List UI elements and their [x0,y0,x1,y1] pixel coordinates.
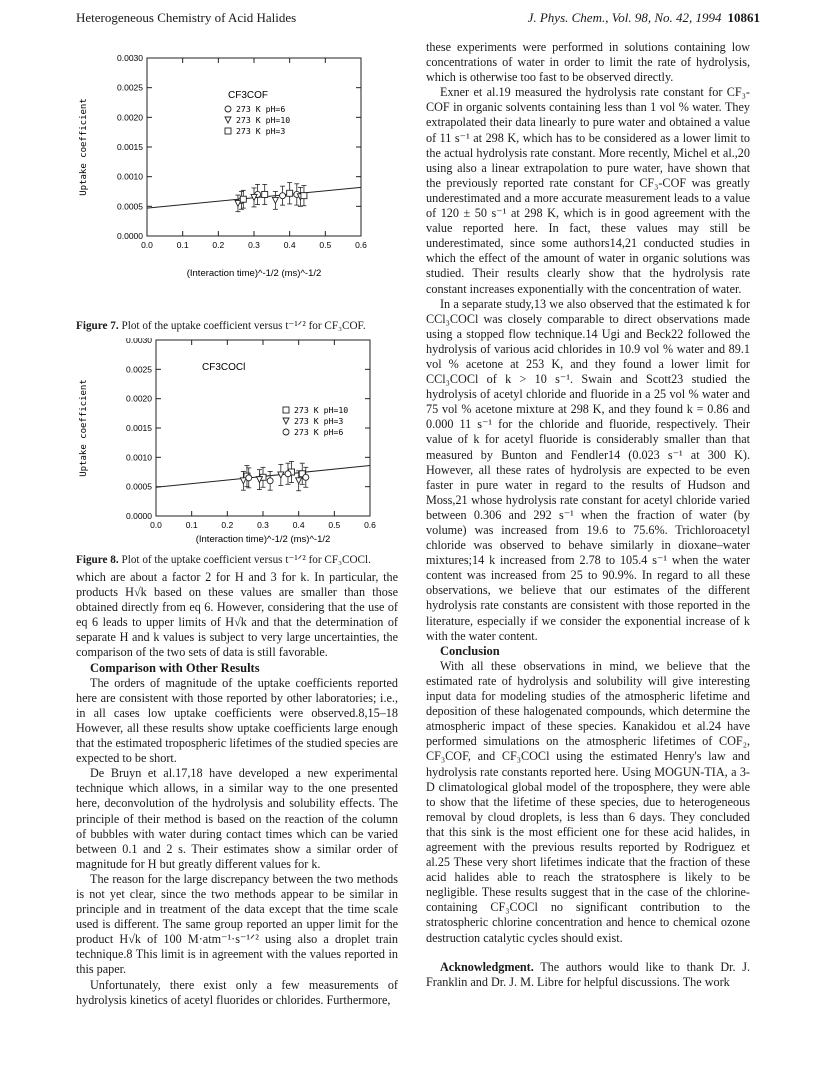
data-point [296,478,302,484]
y-tick-label: 0.0000 [126,511,152,521]
x-tick-label: 0.2 [212,240,225,250]
figure-7 [76,46,398,306]
x-tick-label: 0.1 [185,520,198,530]
y-axis-label: Uptake coefficient [79,98,89,196]
paragraph: In a separate study,13 we also observed that the estimated k for CCl₃COCl was closely comparable to direct observations made using a stopped flow technique.14 Ugi and Beck22 followed the hydrolysis of various acid chlorides in 10.9 vol % water and 89.1 vol % acetone at 253 K, and they found a lower limit for CCl₃COCl of k > 10 s⁻¹. Swain and Scott23 studied the hydrolysis of acetyl chloride and fluoride in a 25 vol % water and 75 vol % acetone mixture at 298 K, and they found k = 0.86 and 0.000 11 s⁻¹ for the chloride and fluoride, respectively. Their value of k for acetyl fluoride is considerably smaller than that measured by Bunton and Fendler14 (0.023 s⁻¹ at 300 K). However, all these rates of hydrolysis are expected to be even faster in pure water in regard to the results of Hudson and Moss,21 whose hydrolysis rate constant for acetyl chloride varied between 0.306 and 292 s⁻¹ when the fraction of water (by volume) was increased from 19.6 to 75.6%. Trichloroacetyl chloride was observed to behave similarly in dioxane–water mixtures;14 k increased from 2.78 to 105.4 s⁻¹ when the water content was increased from 25 to 90.9%. In regard to all these observations, we believe that our estimates of the different hydrolysis rate constants are consistent with those reported in the literature, especially if we consider the exponential increase of k with the water content. [426,296,750,643]
y-tick-label: 0.0005 [126,481,152,492]
figure-8-chart [76,338,398,558]
chart-title: CF3COCl [202,362,246,373]
data-point [280,193,286,199]
x-tick-label: 0.0 [141,240,153,250]
y-tick-label: 0.0025 [117,82,143,93]
data-point [287,190,293,196]
running-header-journal: J. Phys. Chem., Vol. 98, No. 42, 1994 10861 [527,10,760,25]
legend-marker [225,117,231,123]
x-tick-label: 0.4 [283,240,296,250]
figure-8 [76,338,398,558]
data-point [303,474,309,480]
paragraph: With all these observations in mind, we believe that the estimated rate of hydrolysis and solubility will give interesting input data for modeling studies of the atmospheric lifetime and deposition of these halogenated compounds, which determine the atmospheric impact of these species. Kanakidou et al.24 have performed simulations on the atmospheric lifetimes of COF₂, CF₃COF, and CF₃COCl using the estimated Henry's law and hydrolysis rate constants reported here. Using MOGUN-TIA, a 3-D climatological global model of the troposphere, they were able to show that the lifetime of these species, due to heterogeneous removal by cloud droplets, is less than 6 days. They concluded that this sink is the most efficient one for these acid halides, in agreement with the previous results reported by Rodriguez et al.25 These very short lifetimes indicate that the fraction of these acid halides able to reach the stratosphere is likely to be negligible. These results suggest that in the case of the chlorine-containing CF₃COCl no significant contribution to the stratospheric chlorine concentration and hence to chemical ozone destruction catalytic cycles should exist. [426,658,750,945]
y-tick-label: 0.0005 [117,201,143,212]
legend-label: 273 K pH=3 [294,416,344,426]
running-header-title: Heterogeneous Chemistry of Acid Halides [76,10,297,25]
legend-label: 273 K pH=6 [236,104,286,114]
x-tick-label: 0.6 [355,240,367,250]
y-tick-label: 0.0020 [117,112,143,123]
x-tick-label: 0.2 [221,520,234,530]
page-number: 10861 [727,10,760,25]
paragraph: these experiments were performed in solutions containing low concentrations of water in order to limit the rate of hydrolysis, which is otherwise too fast to be observed directly. [426,40,750,85]
x-tick-label: 0.3 [248,240,260,250]
y-tick-label: 0.0030 [126,338,152,345]
y-tick-label: 0.0030 [117,53,143,63]
legend-label: 273 K pH=10 [236,115,291,125]
paragraph: Exner et al.19 measured the hydrolysis rate constant for CF₃-COF in organic solvents containing less than 1 vol % water. They extrapolated their data linearly to pure water and obtained a value of 11 s⁻¹ at 298 K, which has to be considered as a lower limit to the actual hydrolysis rate constant. More recently, Michel et al.,20 using also a linear extrapolation to pure water, have shown that the previously reported rate constant for CF₃-COF was greatly underestimated and a more accurate measurement leads to a value of 120 ± 50 s⁻¹ at 298 K, which is in good agreement with the value reported here. In fact, these values may still be underestimated, since some authors14,21 conducted studies in which the effect of the amount of water in organic solutions was studied. Their results clearly show that the hydrolysis rate constant increases exponentially with the concentration of water. [426,85,750,296]
data-point [240,196,246,202]
y-tick-label: 0.0020 [126,393,152,404]
legend-marker [225,106,231,112]
paragraph: De Bruyn et al.17,18 have developed a new experimental technique which allows, in a similar way to the one presented here, deconvolution of the hydrolysis and solubility effects. The principle of their method is based on the reaction of the column of bubbles with water during contact times which can be varied between 0.1 and 2 s. Their estimates show a similar order of magnitude for H but greatly different values for k. [76,766,398,871]
y-tick-label: 0.0025 [126,364,152,375]
section-heading: Conclusion [440,643,500,658]
x-tick-label: 0.4 [292,520,305,530]
x-axis-label: (Interaction time)^-1/2 (ms)^-1/2 [186,268,322,279]
data-point [272,197,278,203]
legend-marker [283,407,289,413]
x-tick-label: 0.6 [364,520,376,530]
x-axis-label: (Interaction time)^-1/2 (ms)^-1/2 [195,534,331,545]
x-tick-label: 0.5 [319,240,332,250]
legend-marker [225,128,231,134]
paragraph: which are about a factor 2 for H and 3 for k. In particular, the products H√k based on these values are smaller than those obtained directly from eq 6. However, considering that the use of eq 6 leads to upper limits of H√k and that the determination of separate H and k values is subject to very large uncertainties, the comparison of the two sets of data is still favorable. [76,570,398,660]
chart-title: CF3COF [228,90,268,101]
y-tick-label: 0.0015 [117,142,143,152]
x-tick-label: 0.1 [176,240,189,250]
legend-marker [283,418,289,424]
right-column-text [426,40,750,990]
y-tick-label: 0.0010 [126,452,152,463]
data-point [285,471,291,477]
paragraph: The orders of magnitude of the uptake coefficients reported here are consistent with those reported by other laboratories; i.e., in all cases low uptake coefficients were observed.8,15–18 However, all these results show uptake coefficients large enough that the estimated tropospheric lifetimes of the studied species are expected to be short. [76,675,398,766]
plot-frame [147,58,361,236]
data-point [262,191,268,197]
figure-7-chart [76,46,398,306]
y-tick-label: 0.0010 [117,171,143,182]
y-tick-label: 0.0000 [117,231,143,241]
data-point [246,475,252,481]
y-axis-label: Uptake coefficient [79,379,89,477]
legend-label: 273 K pH=10 [294,405,349,415]
data-point [301,193,307,199]
x-tick-label: 0.5 [328,520,341,530]
acknowledgment: Acknowledgment. The authors would like to thank Dr. J. Franklin and Dr. J. M. Libre for helpful discussions. The work [426,959,751,989]
section-heading: Comparison with Other Results [90,660,260,675]
data-point [267,478,273,484]
y-tick-label: 0.0015 [126,423,152,433]
left-column-text [76,570,398,1008]
legend-label: 273 K pH=6 [294,427,344,437]
figure-8-caption: Figure 8. Plot of the uptake coefficient versus t⁻¹ᐟ² for CF₃COCl. [76,554,371,566]
figure-7-caption: Figure 7. Plot of the uptake coefficient versus t⁻¹ᐟ² for CF₃COF. [76,320,366,332]
paragraph: Unfortunately, there exist only a few measurements of hydrolysis kinetics of acetyl fluorides or chlorides. Furthermore, [76,977,398,1007]
x-tick-label: 0.0 [150,520,162,530]
x-tick-label: 0.3 [257,520,269,530]
paragraph: The reason for the large discrepancy between the two methods is not yet clear, since the two methods appear to be similar in principle and in treatment of the data except that the time scale used is different. The same group reported an upper limit for the product H√k of 100 M·atm⁻¹·s⁻¹ᐟ² using also a droplet train technique.8 This limit is in agreement with the values reported in this paper. [76,871,398,977]
legend-label: 273 K pH=3 [236,126,286,136]
legend-marker [283,429,289,435]
